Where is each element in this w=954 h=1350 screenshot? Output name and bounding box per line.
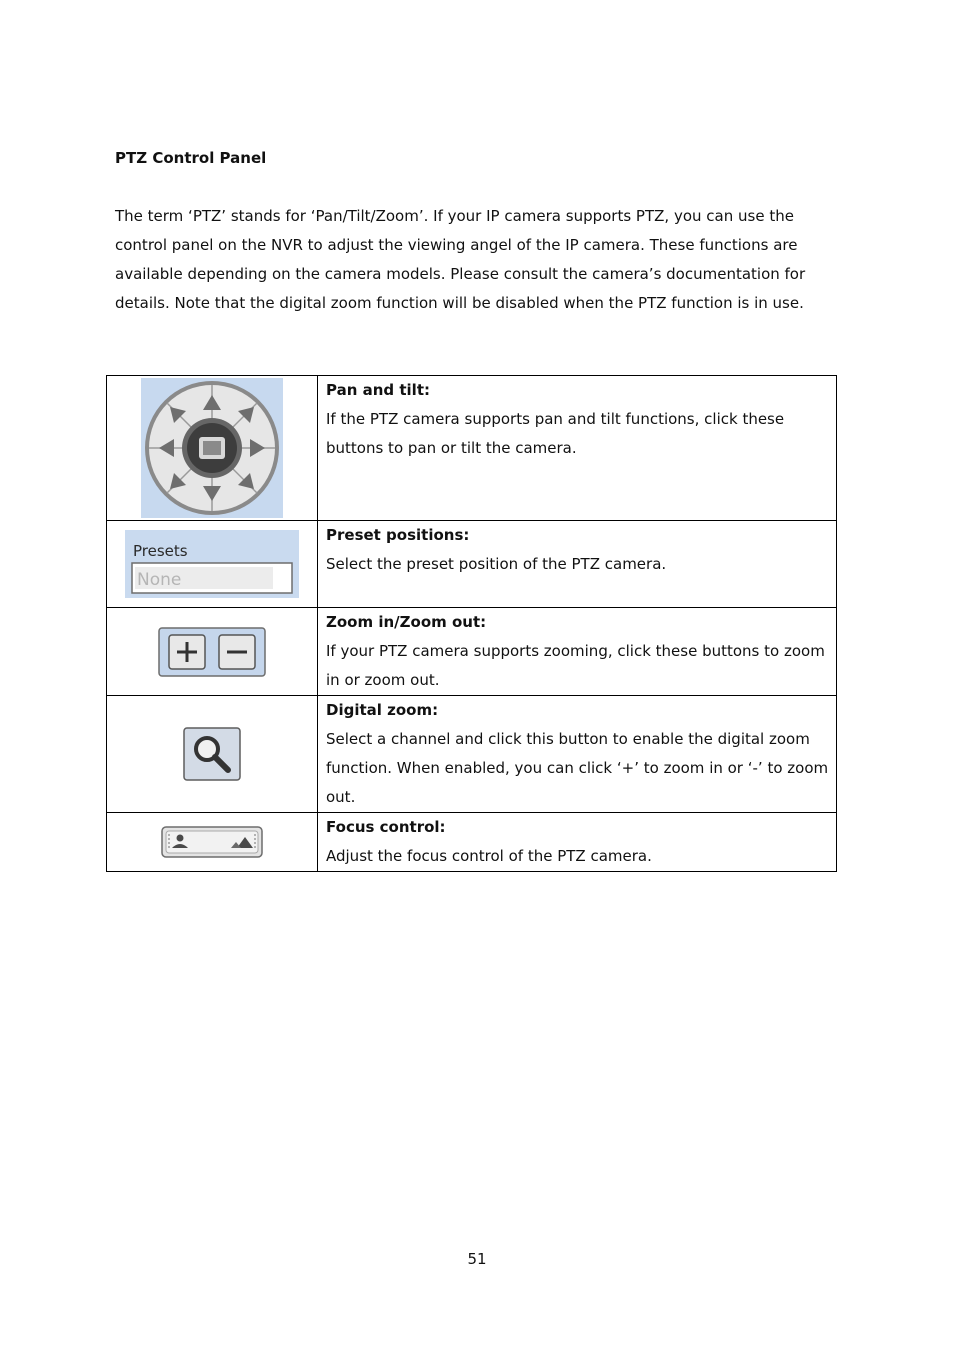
icon-cell	[107, 608, 318, 696]
intro-paragraph: The term ‘PTZ’ stands for ‘Pan/Tilt/Zoom’. If your IP camera supports PTZ, you can use the control panel on the NVR to adjust the viewing angel of the IP camera. These functions are available depending on the camera models. Please consult the camera’s documentation for details. Note that the digital zoom function will be disabled when the PTZ function is in use.	[115, 207, 806, 312]
table-row	[107, 813, 837, 872]
row-title: Digital zoom:	[326, 701, 439, 719]
presets-value: None	[137, 570, 182, 590]
text-cell	[318, 696, 837, 813]
row-description: Select the preset position of the PTZ camera.	[326, 555, 667, 573]
table-row	[107, 376, 837, 521]
presets-label: Presets	[133, 542, 188, 560]
row-title: Pan and tilt:	[326, 381, 430, 399]
pan-tilt-dial-icon[interactable]	[141, 378, 283, 518]
icon-cell	[107, 521, 318, 608]
magnifier-icon[interactable]	[183, 727, 241, 781]
row-description: If the PTZ camera supports pan and tilt functions, click these buttons to pan or tilt the camera.	[326, 410, 785, 457]
table-row	[107, 608, 837, 696]
presets-dropdown-icon[interactable]	[125, 530, 299, 598]
zoom-plus-minus-icon[interactable]	[158, 627, 266, 677]
table-row	[107, 696, 837, 813]
row-title: Preset positions:	[326, 526, 470, 544]
row-title: Zoom in/Zoom out:	[326, 613, 487, 631]
focus-slider-icon[interactable]	[161, 826, 263, 858]
icon-cell	[107, 696, 318, 813]
row-description: Select a channel and click this button to enable the digital zoom function. When enabled, you can click ‘+’ to zoom in or ‘-’ to zoom out.	[326, 730, 829, 806]
text-cell	[318, 608, 837, 696]
row-description: If your PTZ camera supports zooming, click these buttons to zoom in or zoom out.	[326, 642, 825, 689]
page-title: PTZ Control Panel	[115, 149, 267, 167]
row-description: Adjust the focus control of the PTZ camera.	[326, 847, 652, 865]
table-row	[107, 521, 837, 608]
row-title: Focus control:	[326, 818, 446, 836]
text-cell	[318, 813, 837, 872]
icon-cell	[107, 813, 318, 872]
text-cell	[318, 376, 837, 521]
ptz-function-table	[106, 375, 837, 872]
text-cell	[318, 521, 837, 608]
page-number: 51	[467, 1250, 487, 1268]
icon-cell	[107, 376, 318, 521]
